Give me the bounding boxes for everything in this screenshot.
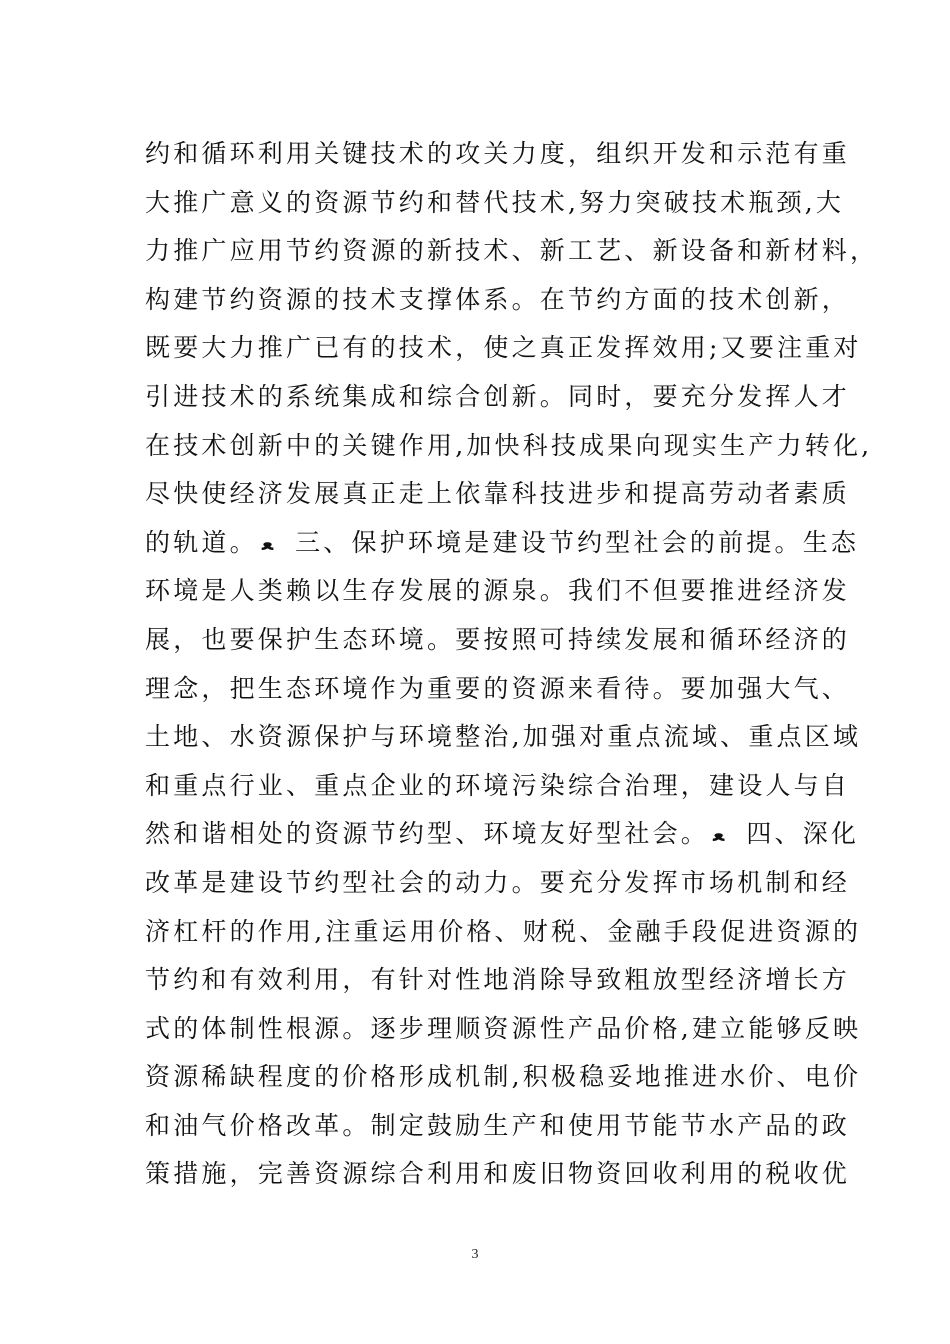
text-segment: 然和谐相处的资源节约型、环境友好型社会。 <box>145 819 710 849</box>
text-line: 式的体制性根源。逐步理顺资源性产品价格,建立能够反映 <box>145 1013 862 1043</box>
text-line: 展，也要保护生态环境。要按照可持续发展和循环经济的 <box>145 624 851 654</box>
text-line: 引进技术的系统集成和综合创新。同时，要充分发挥人才 <box>145 381 851 411</box>
text-line: 大推广意义的资源节约和替代技术,努力突破技术瓶颈,大 <box>145 187 845 217</box>
text-line: 构建节约资源的技术支撑体系。在节约方面的技术创新， <box>145 284 851 314</box>
text-line <box>145 810 860 859</box>
section-heading-four: 四、深化 <box>746 819 860 849</box>
text-segment: 的轨道。 <box>145 527 258 557</box>
text-line: 节约和有效利用，有针对性地消除导致粗放型经济增长方 <box>145 965 851 995</box>
text-line: 资源稀缺程度的价格形成机制,积极稳妥地推进水价、电价 <box>145 1062 862 1092</box>
text-line: 改革是建设节约型社会的动力。要充分发挥市场机制和经 <box>145 867 851 897</box>
text-line: 济杠杆的作用,注重运用价格、财税、金融手段促进资源的 <box>145 916 862 946</box>
page-number: 3 <box>471 1247 479 1262</box>
section-break-mark-icon: ﻌ <box>713 822 725 847</box>
text-line: 环境是人类赖以生存发展的源泉。我们不但要推进经济发 <box>145 576 851 606</box>
text-line: 既要大力推广已有的技术，使之真正发挥效用;又要注重对 <box>145 333 862 363</box>
body-text <box>145 130 879 1199</box>
text-line: 和重点行业、重点企业的环境污染综合治理，建设人与自 <box>145 770 851 800</box>
text-line: 在技术创新中的关键作用,加快科技成果向现实生产力转化, <box>145 430 873 460</box>
text-line: 土地、水资源保护与环境整治,加强对重点流域、重点区域 <box>145 722 862 752</box>
text-line: 策措施，完善资源综合利用和废旧物资回收利用的税收优 <box>145 1159 851 1189</box>
section-break-mark-icon: ﻌ <box>261 530 274 555</box>
text-line: 约和循环利用关键技术的攻关力度，组织开发和示范有重 <box>145 139 851 168</box>
text-line: 尽快使经济发展真正走上依靠科技进步和提高劳动者素质 <box>145 479 851 509</box>
text-line <box>145 519 860 568</box>
text-line: 力推广应用节约资源的新技术、新工艺、新设备和新材料， <box>145 236 879 266</box>
section-heading-three: 三、保护环境是建设节约型社会的前提。生态 <box>295 527 860 557</box>
text-line: 和油气价格改革。制定鼓励生产和使用节能节水产品的政 <box>145 1110 851 1140</box>
text-line: 理念，把生态环境作为重要的资源来看待。要加强大气、 <box>145 673 851 703</box>
